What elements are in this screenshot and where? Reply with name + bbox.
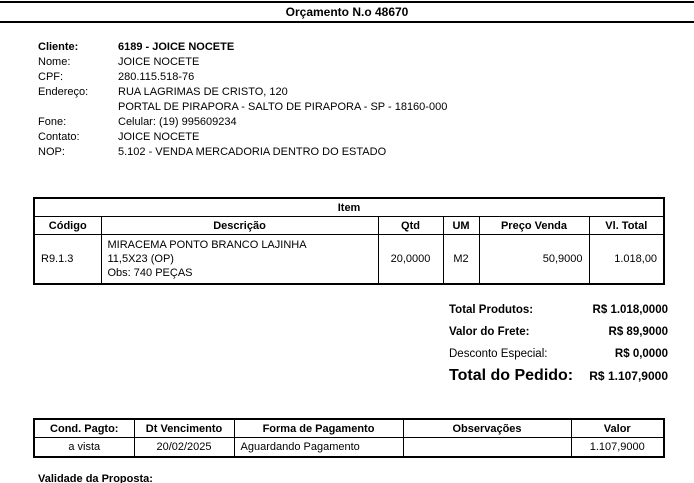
field-label: Contato: xyxy=(38,131,80,143)
field-label: Cliente: xyxy=(38,41,79,53)
col-header-forma-pagamento: Forma de Pagamento xyxy=(234,419,403,438)
client-field-endereco xyxy=(38,85,447,100)
client-field-nop xyxy=(38,145,447,160)
item-vl-total: 1.018,00 xyxy=(589,235,664,285)
client-field-endereco-line2 xyxy=(38,100,447,115)
total-produtos-label: Total Produtos: xyxy=(449,304,534,316)
col-header-preco-venda: Preço Venda xyxy=(479,217,589,235)
field-value: JOICE NOCETE xyxy=(118,56,200,68)
items-group-header: Item xyxy=(34,198,664,217)
total-pedido-label: Total do Pedido: xyxy=(449,367,574,384)
item-codigo: R9.1.3 xyxy=(34,235,101,285)
col-header-descricao: Descrição xyxy=(101,217,378,235)
total-produtos-value: R$ 1.018,0000 xyxy=(592,304,668,316)
payment-observacoes xyxy=(403,438,571,458)
field-value: JOICE NOCETE xyxy=(118,131,200,143)
payment-header-row xyxy=(34,419,664,438)
item-descricao xyxy=(101,235,378,285)
client-info-section xyxy=(38,40,447,160)
table-row xyxy=(34,235,664,285)
client-field-cpf xyxy=(38,70,447,85)
item-qtd: 20,0000 xyxy=(378,235,443,285)
col-header-cond-pagto: Cond. Pagto: xyxy=(34,419,134,438)
top-divider xyxy=(0,1,694,3)
field-label: Nome: xyxy=(38,56,71,68)
total-pedido-value: R$ 1.107,9000 xyxy=(589,369,668,383)
field-label: Endereço: xyxy=(38,86,89,98)
validade-proposta-label: Validade da Proposta: xyxy=(38,473,153,483)
totals-section xyxy=(449,303,668,391)
payment-valor: 1.107,9000 xyxy=(571,438,664,458)
payment-table xyxy=(33,418,665,458)
valor-frete-value: R$ 89,9000 xyxy=(608,326,668,338)
item-um: M2 xyxy=(443,235,479,285)
col-header-observacoes: Observações xyxy=(403,419,571,438)
col-header-dt-vencimento: Dt Vencimento xyxy=(134,419,234,438)
total-pedido-row xyxy=(449,369,668,383)
col-header-codigo: Código xyxy=(34,217,101,235)
col-header-vl-total: Vl. Total xyxy=(589,217,664,235)
payment-dt-vencimento: 20/02/2025 xyxy=(134,438,234,458)
field-value: 5.102 - VENDA MERCADORIA DENTRO DO ESTADO xyxy=(118,146,387,158)
page-title: Orçamento N.o 48670 xyxy=(285,5,409,19)
client-field-nome xyxy=(38,55,447,70)
payment-forma-pagamento: Aguardando Pagamento xyxy=(234,438,403,458)
col-header-um: UM xyxy=(443,217,479,235)
desconto-especial-row xyxy=(449,347,668,361)
descricao-line: 11,5X23 (OP) xyxy=(107,253,174,265)
field-value: Celular: (19) 995609234 xyxy=(118,116,237,128)
field-value: RUA LAGRIMAS DE CRISTO, 120 xyxy=(118,86,288,98)
items-group-header-row xyxy=(34,198,664,217)
descricao-line: Obs: 740 PEÇAS xyxy=(107,267,193,279)
field-label: CPF: xyxy=(38,71,64,83)
title-divider xyxy=(0,21,694,23)
field-value: 6189 - JOICE NOCETE xyxy=(118,41,235,53)
field-value: PORTAL DE PIRAPORA - SALTO DE PIRAPORA - SP - 18160-000 xyxy=(118,101,448,113)
col-header-qtd: Qtd xyxy=(378,217,443,235)
payment-cond-pagto: a vista xyxy=(34,438,134,458)
desconto-especial-label: Desconto Especial: xyxy=(449,348,548,360)
valor-frete-row xyxy=(449,325,668,339)
items-header-row xyxy=(34,217,664,235)
client-field-contato xyxy=(38,130,447,145)
valor-frete-label: Valor do Frete: xyxy=(449,326,530,338)
client-field-fone xyxy=(38,115,447,130)
field-value: 280.115.518-76 xyxy=(118,71,195,83)
total-produtos-row xyxy=(449,303,668,317)
item-preco-venda: 50,9000 xyxy=(479,235,589,285)
table-row xyxy=(34,438,664,458)
client-field-cliente xyxy=(38,40,447,55)
items-table xyxy=(33,197,665,285)
col-header-valor: Valor xyxy=(571,419,664,438)
desconto-especial-value: R$ 0,0000 xyxy=(614,348,668,360)
descricao-line: MIRACEMA PONTO BRANCO LAJINHA xyxy=(107,239,307,251)
field-label: Fone: xyxy=(38,116,67,128)
field-label xyxy=(38,100,118,115)
field-label: NOP: xyxy=(38,146,65,158)
